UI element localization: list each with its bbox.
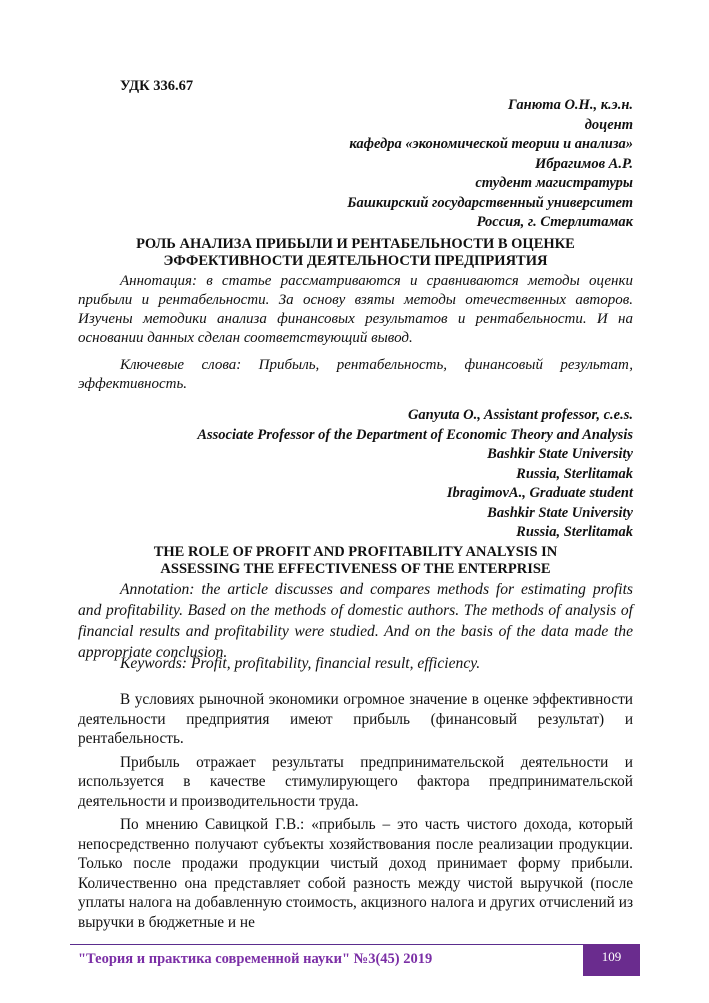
- en-title-line: ASSESSING THE EFFECTIVENESS OF THE ENTERPRISE: [160, 561, 551, 577]
- ru-author-line: студент магистратуры: [475, 175, 633, 191]
- en-author-line: Associate Professor of the Department of Economic Theory and Analysis: [197, 426, 633, 443]
- en-author-line: IbragimovA., Graduate student: [446, 485, 633, 501]
- ru-author-line: доцент: [584, 116, 633, 133]
- body-paragraph: По мнению Савицкой Г.В.: «прибыль – это часть чистого дохода, который непосредственно получают субъекты хозяйствования после реализации продукции. Только после продажи продукции чистый доход принимает форму прибыли. Количественно она представляет собой разность между чистой выручкой (после уплаты налога на добавленную стоимость, акцизного налога и других отчислений из выручки в бюджетные и не: [78, 816, 633, 931]
- ru-title-line: ЭФФЕКТИВНОСТИ ДЕЯТЕЛЬНОСТИ ПРЕДПРИЯТИЯ: [163, 253, 548, 269]
- page-number-badge: [583, 944, 640, 976]
- en-title-line: THE ROLE OF PROFIT AND PROFITABILITY ANALYSIS IN: [153, 544, 558, 560]
- en-author-line: Russia, Sterlitamak: [516, 524, 633, 540]
- udk-code: УДК 336.67: [120, 78, 194, 94]
- ru-article-title: [78, 236, 633, 270]
- en-author-line: Ganyuta O., Assistant professor, c.e.s.: [407, 407, 633, 423]
- ru-abstract: Аннотация: в статье рассматриваются и сравниваются методы оценки прибыли и рентабельности. За основу взяты методы отечественных авторов. Изучены методики анализа финансовых результатов и рентабельности. И на основании данных сделан соответствующий вывод.: [78, 273, 633, 346]
- footer-divider: [70, 944, 640, 945]
- en-keywords: Keywords: Profit, profitability, financial result, efficiency.: [120, 655, 481, 672]
- ru-keywords: Ключевые слова: Прибыль, рентабельность, финансовый результат, эффективность.: [78, 357, 633, 392]
- en-author-block: [197, 406, 633, 543]
- page-number: 109: [601, 949, 622, 964]
- ru-author-line: Ганюта О.Н., к.э.н.: [508, 97, 633, 113]
- en-abstract: Annotation: the article discusses and compares methods for estimating profits and profitability. Based on the methods of domestic authors. The methods of analysis of financial results and profitability were studied. And on the basis of the data made the appropriate conclusion.: [78, 581, 633, 661]
- ru-author-block: [347, 96, 633, 233]
- ru-author-line: кафедра «экономической теории и анализа»: [349, 136, 633, 152]
- en-author-line: Bashkir State University: [487, 504, 633, 521]
- ru-author-line: Ибрагимов А.Р.: [534, 155, 633, 172]
- ru-author-line: Россия, г. Стерлитамак: [476, 214, 633, 230]
- ru-title-line: РОЛЬ АНАЛИЗА ПРИБЫЛИ И РЕНТАБЕЛЬНОСТИ В ОЦЕНКЕ: [136, 236, 575, 252]
- article-body: [78, 690, 633, 936]
- body-paragraph: Прибыль отражает результаты предпринимательской деятельности и используется в качестве стимулирующего фактора предпринимательской деятельности и производительности труда.: [78, 753, 633, 810]
- ru-author-line: Башкирский государственный университет: [347, 194, 633, 211]
- en-article-title: [78, 544, 633, 578]
- journal-title: "Теория и практика современной науки" №3(45) 2019: [78, 951, 433, 967]
- body-paragraph: В условиях рыночной экономики огромное значение в оценке эффективности деятельности предприятия имеют прибыль (финансовый результат) и рентабельность.: [78, 691, 633, 747]
- en-author-line: Russia, Sterlitamak: [516, 465, 633, 482]
- en-author-line: Bashkir State University: [487, 446, 633, 462]
